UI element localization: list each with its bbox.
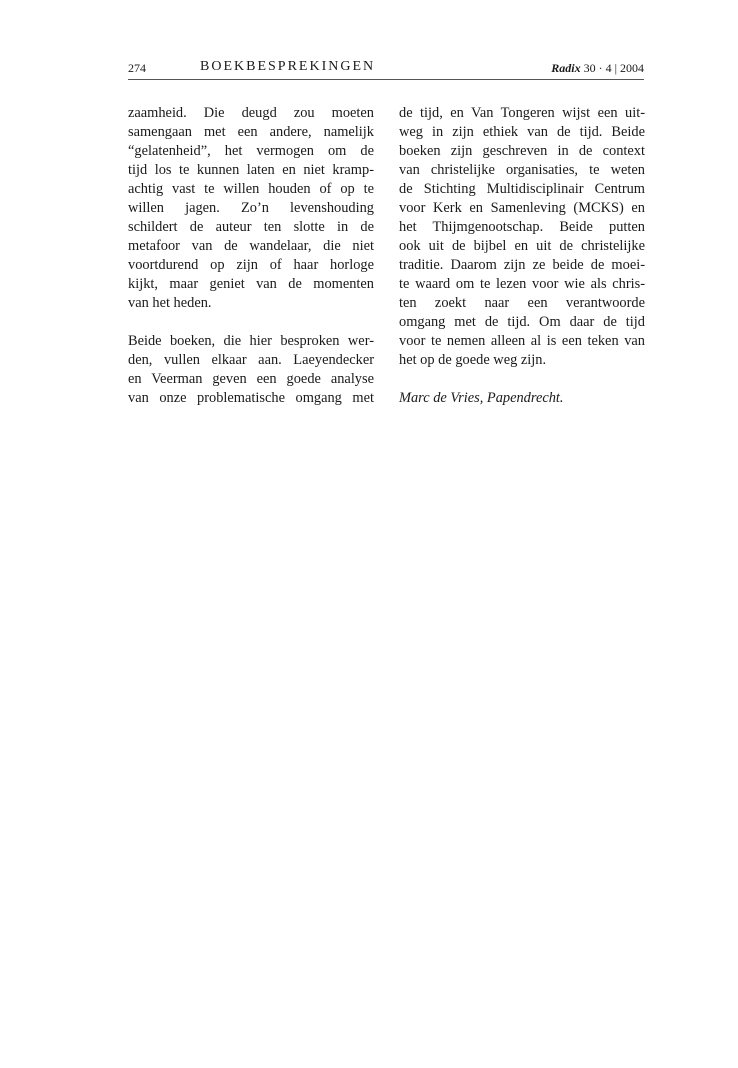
text-line: voortdurend op zijn of haar horloge [128, 257, 374, 273]
paragraph-gap [399, 370, 645, 389]
text-line: Beide boeken, die hier besproken wer- [128, 333, 374, 349]
text-line: en Veerman geven een goede analyse [128, 371, 374, 387]
text-line: ten zoekt naar een verantwoorde [399, 295, 645, 311]
text-line: de tijd, en Van Tongeren wijst een uit- [399, 105, 645, 121]
text-line: schildert de auteur ten slotte in de [128, 219, 374, 235]
text-line: den, vullen elkaar aan. Laeyendecker [128, 352, 374, 368]
text-line: weg in zijn ethiek van de tijd. Beide [399, 124, 645, 140]
text-line: ook uit de bijbel en uit de christelijke [399, 238, 645, 254]
text-line: willen jagen. Zo’n levenshouding [128, 200, 374, 216]
text-line: omgang met de tijd. Om daar de tijd [399, 314, 645, 330]
text-line: van onze problematische omgang met [128, 390, 374, 406]
journal-citation [551, 61, 644, 76]
text-line: “gelatenheid”, het vermogen om de [128, 143, 374, 159]
text-line: traditie. Daarom zijn ze beide de moei- [399, 257, 645, 273]
page-number: 274 [128, 61, 146, 75]
paragraph-gap [128, 313, 374, 332]
text-line: voor te nemen alleen al is een teken van [399, 333, 645, 349]
text-line: van christelijke organisaties, te weten [399, 162, 645, 178]
text-line: te waard om te lezen voor wie als chris- [399, 276, 645, 292]
journal-issue: 30 · 4 | 2004 [583, 61, 644, 75]
paragraph [399, 104, 645, 370]
author-signature: Marc de Vries, Papendrecht. [399, 390, 564, 406]
text-line: kijkt, maar geniet van de momenten [128, 276, 374, 292]
text-line: zaamheid. Die deugd zou moeten [128, 105, 374, 121]
paragraph [128, 104, 374, 313]
text-line: tijd los te kunnen laten en niet kramp- [128, 162, 374, 178]
text-line: het Thijmgenootschap. Beide putten [399, 219, 645, 235]
running-header [128, 57, 644, 79]
text-line: het op de goede weg zijn. [399, 352, 547, 368]
text-line: voor Kerk en Samenleving (MCKS) en [399, 200, 645, 216]
paragraph [128, 332, 374, 408]
section-title: BOEKBESPREKINGEN [200, 59, 376, 74]
text-line: samengaan met een andere, namelijk [128, 124, 374, 140]
right-column [399, 104, 645, 408]
text-line: van het heden. [128, 295, 212, 311]
text-line: metafoor van de wandelaar, die niet [128, 238, 374, 254]
left-column [128, 104, 374, 408]
text-line: de Stichting Multidisciplinair Centrum [399, 181, 645, 197]
journal-name: Radix [551, 61, 581, 75]
text-line: boeken zijn geschreven in de context [399, 143, 645, 159]
header-rule [128, 79, 644, 80]
text-line: achtig vast te willen houden of op te [128, 181, 374, 197]
